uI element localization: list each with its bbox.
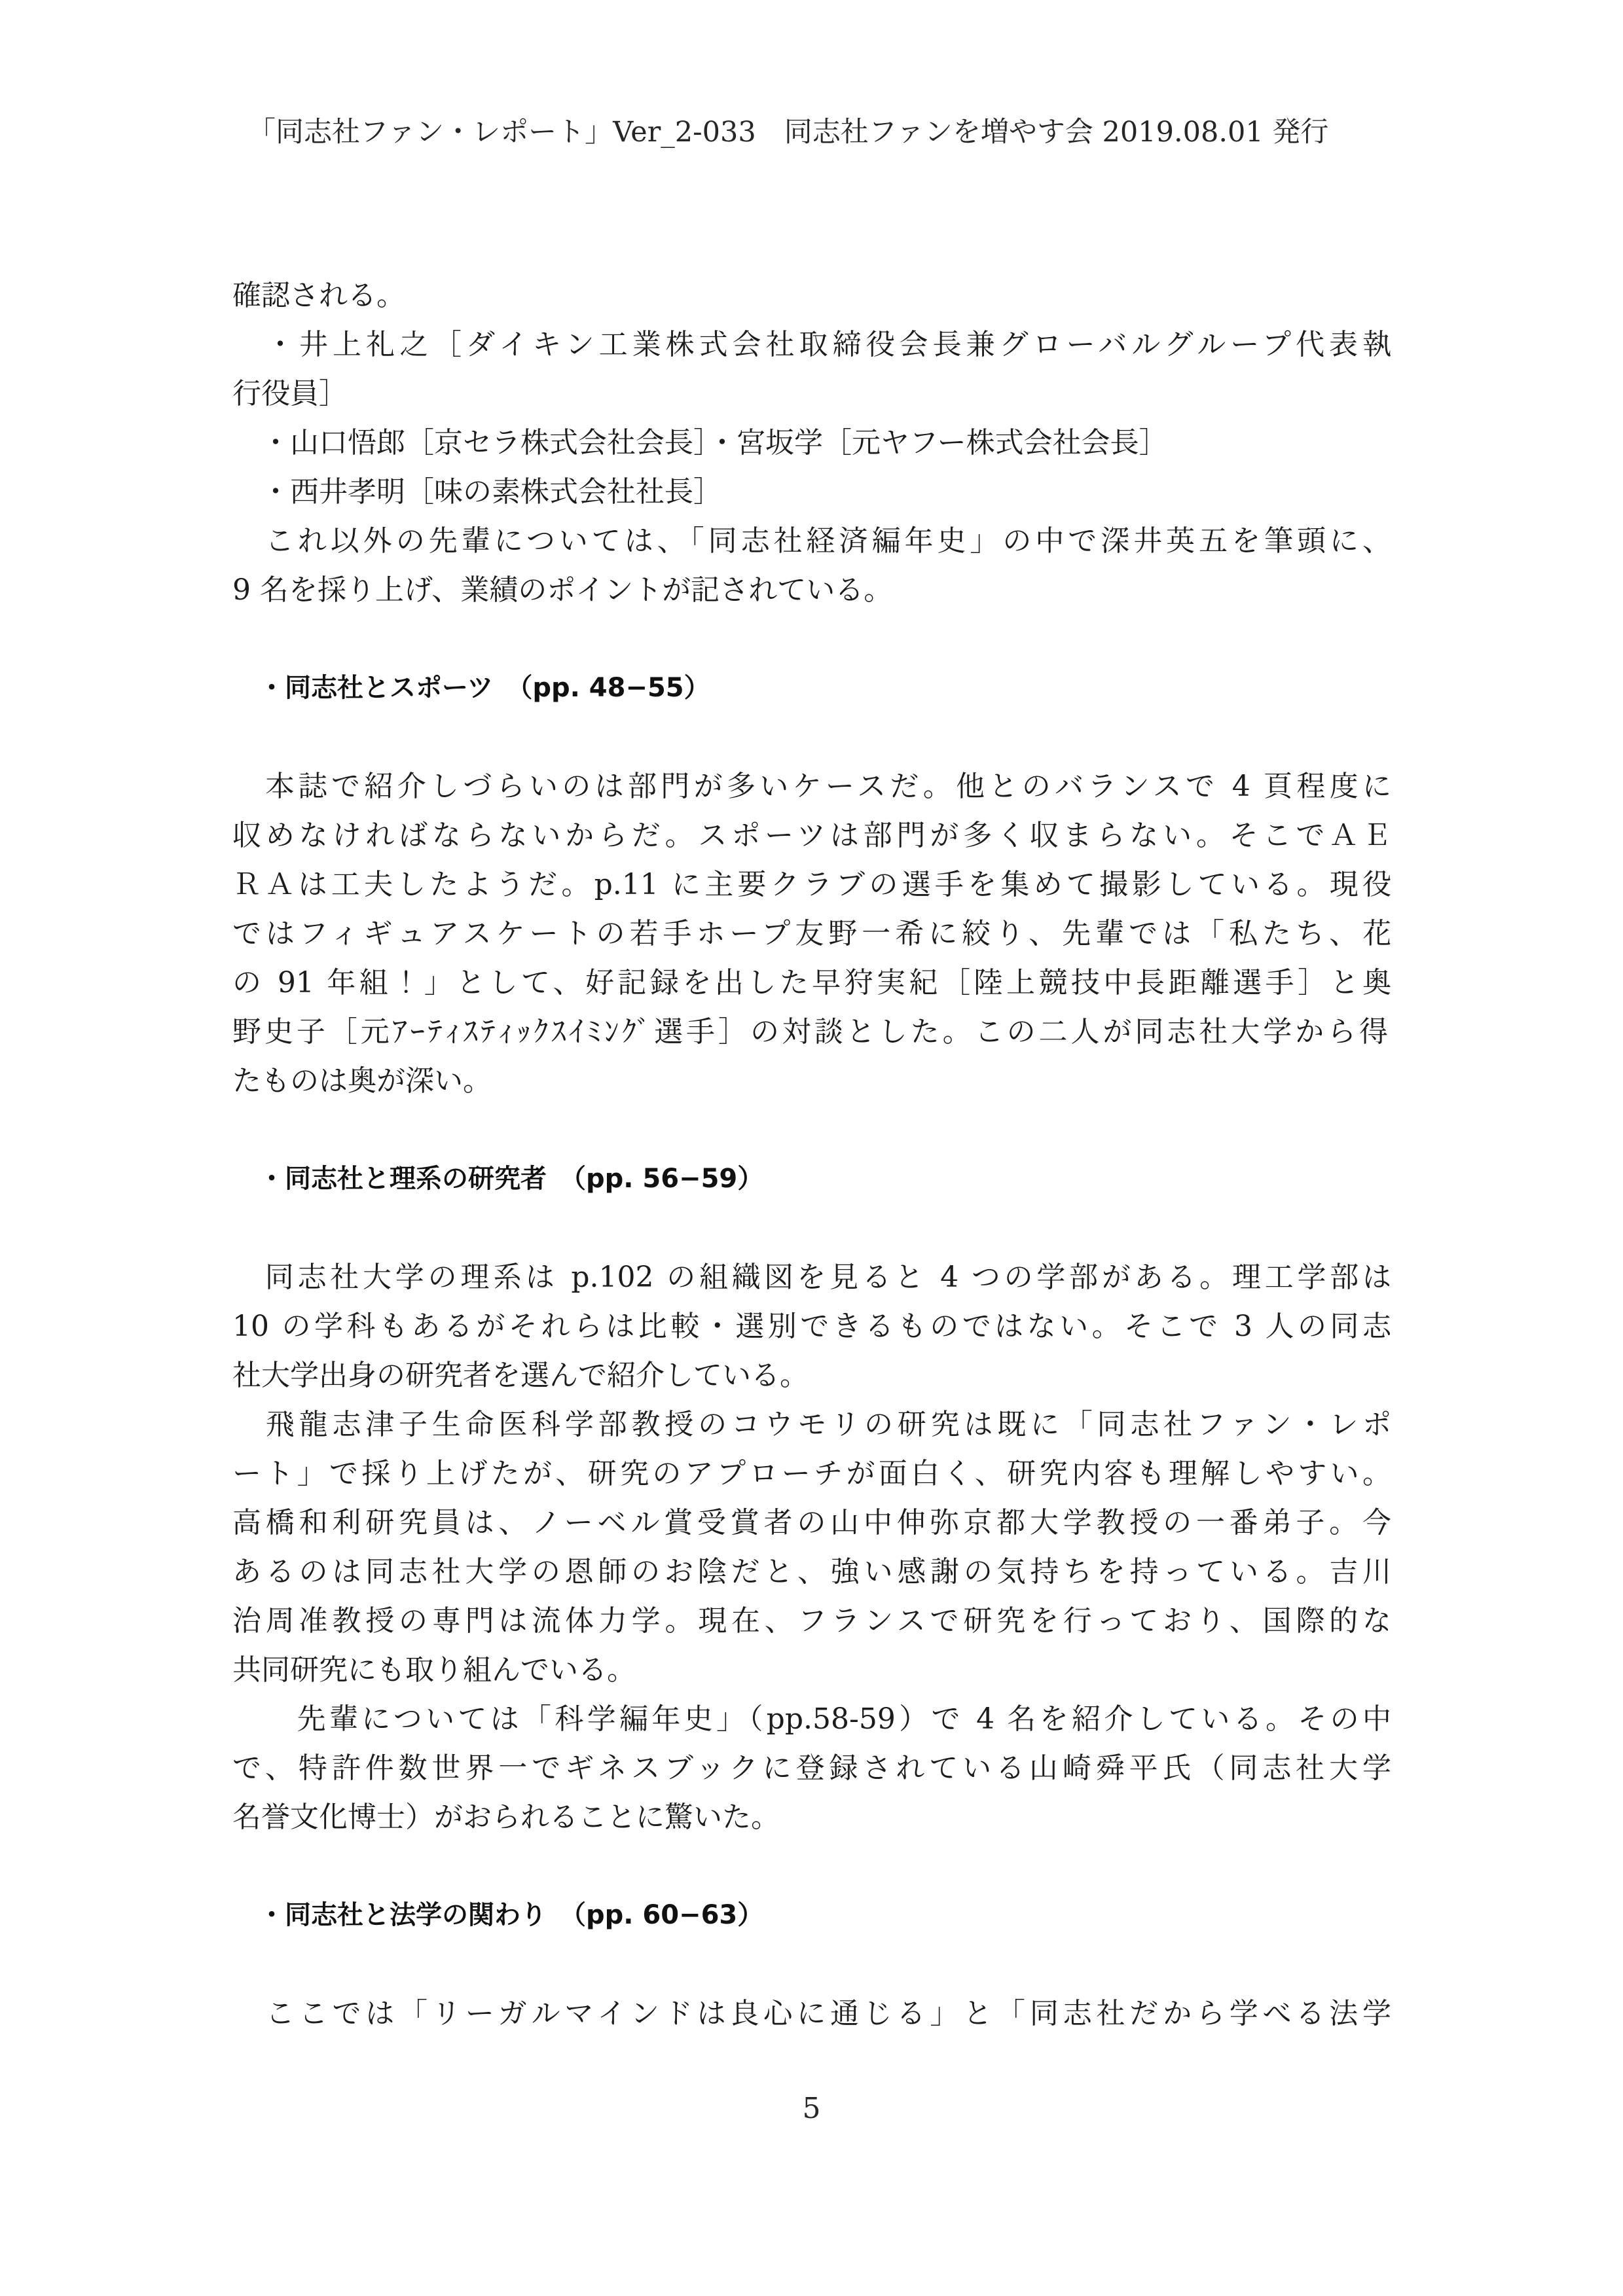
text-line: 行役員］ (232, 377, 348, 410)
text-line: ここでは「リーガルマインドは良心に通じる」と「同志社だから学べる法学 (232, 1997, 1391, 2030)
text-line: 9 名を採り上げ、業績のポイントが記されている。 (232, 573, 893, 607)
paragraph (232, 271, 1391, 320)
text-line: ・山口悟郎［京セラ株式会社会長］・宮坂学［元ヤフー株式会社会長］ (232, 426, 1168, 459)
text-line: ・西井孝明［味の素株式会社社長］ (232, 475, 722, 509)
text-line: ＲＡは工夫したようだ。p.11 に主要クラブの選手を集めて撮影している。現役 (232, 868, 1391, 901)
text-line: 共同研究にも取り組んでいる。 (232, 1653, 636, 1687)
paragraph (232, 1253, 1391, 1400)
paragraph (232, 1695, 1391, 1842)
text-line: 飛龍志津子生命医科学部教授のコウモリの研究は既に「同志社ファン・レポ (232, 1408, 1391, 1441)
text-line: たものは奥が深い。 (232, 1064, 492, 1098)
paragraph (232, 1400, 1391, 1695)
document-body (232, 148, 1391, 2038)
paragraph (232, 516, 1391, 615)
text-line: 野史子［元ｱｰﾃｨｽﾃｨｯｸｽｲﾐﾝｸﾞ選手］の対談とした。この二人が同志社大学から得 (232, 1015, 1391, 1049)
text-line: 確認される。 (232, 279, 405, 312)
paragraph (232, 1989, 1391, 2038)
text-line: 10 の学科もあるがそれらは比較・選別できるものではない。そこで 3 人の同志 (232, 1310, 1391, 1343)
paragraph (232, 320, 1391, 418)
text-line: 同志社大学の理系は p.102 の組織図を見ると 4 つの学部がある。理工学部は (232, 1261, 1391, 1294)
text-line: 治周准教授の専門は流体力学。現在、フランスで研究を行っており、国際的な (232, 1604, 1391, 1638)
text-line: これ以外の先輩については、「同志社経済編年史」の中で深井英五を筆頭に、 (232, 524, 1391, 558)
paragraph (232, 467, 1391, 516)
text-line: の 91 年組！」として、好記録を出した早狩実紀［陸上競技中長距離選手］と奥 (232, 966, 1391, 999)
page-header: 「同志社ファン・レポート」Ver_2-033 同志社ファンを増やす会 2019.08.01 発行 (247, 116, 1329, 149)
text-line: 本誌で紹介しづらいのは部門が多いケースだ。他とのバランスで 4 頁程度に (232, 770, 1391, 803)
text-line: あるのは同志社大学の恩師のお陰だと、強い感謝の気持ちを持っている。吉川 (232, 1555, 1391, 1588)
paragraph (232, 762, 1391, 1105)
text-line: ・井上礼之［ダイキン工業株式会社取締役会長兼グローバルグループ代表執 (232, 328, 1391, 361)
paragraph (232, 418, 1391, 467)
text-line: 先輩については「科学編年史」（pp.58-59）で 4 名を紹介している。その中 (232, 1702, 1391, 1736)
text-line: 高橋和利研究員は、ノーベル賞受賞者の山中伸弥京都大学教授の一番弟子。今 (232, 1506, 1391, 1539)
text-line: ート」で採り上げたが、研究のアプローチが面白く、研究内容も理解しやすい。 (232, 1457, 1391, 1490)
text-line: ではフィギュアスケートの若手ホープ友野一希に絞り、先輩では「私たち、花 (232, 917, 1391, 950)
section-heading: ・同志社と理系の研究者 （pp. 56−59） (232, 1164, 764, 1194)
text-line: で、特許件数世界一でギネスブックに登録されている山崎舜平氏（同志社大学 (232, 1751, 1391, 1785)
text-line: 名誉文化博士）がおられることに驚いた。 (232, 1801, 780, 1834)
text-line: 社大学出身の研究者を選んで紹介している。 (232, 1359, 809, 1392)
section-heading: ・同志社とスポーツ （pp. 48−55） (232, 673, 710, 703)
page-number: 5 (802, 2092, 821, 2125)
text-line: 収めなければならないからだ。スポーツは部門が多く収まらない。そこでＡＥ (232, 819, 1391, 852)
section-heading: ・同志社と法学の関わり （pp. 60−63） (232, 1900, 764, 1930)
